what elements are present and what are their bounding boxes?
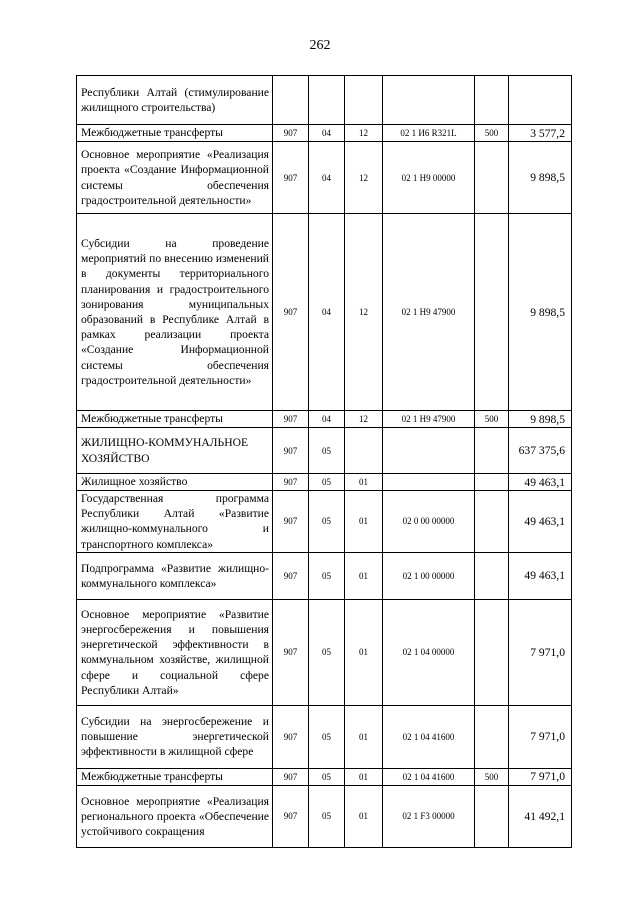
row-gr: 907 xyxy=(273,705,309,768)
row-cs: 02 1 00 00000 xyxy=(383,552,475,599)
row-cs: 02 1 Н9 00000 xyxy=(383,142,475,214)
row-pr: 01 xyxy=(345,474,383,491)
row-pr: 01 xyxy=(345,552,383,599)
table-row xyxy=(77,785,572,847)
table-row xyxy=(77,768,572,785)
row-gr: 907 xyxy=(273,474,309,491)
row-cs: 02 1 04 41600 xyxy=(383,705,475,768)
table-row xyxy=(77,411,572,428)
row-sum: 9 898,5 xyxy=(509,411,572,428)
row-vr: 500 xyxy=(475,125,509,142)
row-pr xyxy=(345,76,383,125)
row-rz: 05 xyxy=(309,491,345,553)
table-row xyxy=(77,705,572,768)
row-cs: 02 1 04 41600 xyxy=(383,768,475,785)
row-gr: 907 xyxy=(273,768,309,785)
row-gr: 907 xyxy=(273,428,309,474)
row-vr xyxy=(475,705,509,768)
row-sum: 49 463,1 xyxy=(509,552,572,599)
row-vr xyxy=(475,599,509,705)
row-vr xyxy=(475,785,509,847)
row-cs xyxy=(383,428,475,474)
table-row xyxy=(77,125,572,142)
row-pr: 01 xyxy=(345,785,383,847)
row-pr: 01 xyxy=(345,705,383,768)
row-name: Основное мероприятие «Развитие энергосбережения и повышения энергетической эффективности в коммунальном хозяйстве, жилищной сфере и социальной сфере Республики Алтай» xyxy=(77,599,273,705)
row-sum: 3 577,2 xyxy=(509,125,572,142)
row-gr: 907 xyxy=(273,491,309,553)
row-gr: 907 xyxy=(273,785,309,847)
row-rz: 05 xyxy=(309,768,345,785)
row-sum: 7 971,0 xyxy=(509,705,572,768)
row-sum: 49 463,1 xyxy=(509,491,572,553)
row-pr: 01 xyxy=(345,599,383,705)
row-name: Подпрограмма «Развитие жилищно-коммунального комплекса» xyxy=(77,552,273,599)
row-rz: 05 xyxy=(309,474,345,491)
row-pr: 12 xyxy=(345,411,383,428)
row-name: Основное мероприятие «Реализация регионального проекта «Обеспечение устойчивого сокращения xyxy=(77,785,273,847)
table-row xyxy=(77,142,572,214)
table-row xyxy=(77,214,572,411)
row-pr: 12 xyxy=(345,125,383,142)
row-gr: 907 xyxy=(273,411,309,428)
row-cs: 02 1 04 00000 xyxy=(383,599,475,705)
row-sum: 7 971,0 xyxy=(509,599,572,705)
row-rz: 05 xyxy=(309,785,345,847)
row-gr: 907 xyxy=(273,599,309,705)
row-cs: 02 1 F3 00000 xyxy=(383,785,475,847)
row-cs: 02 1 И6 R321L xyxy=(383,125,475,142)
row-pr: 12 xyxy=(345,214,383,411)
row-cs xyxy=(383,76,475,125)
row-rz: 05 xyxy=(309,599,345,705)
row-sum: 9 898,5 xyxy=(509,214,572,411)
table-row xyxy=(77,491,572,553)
row-sum xyxy=(509,76,572,125)
row-name: Межбюджетные трансферты xyxy=(77,125,273,142)
row-rz: 05 xyxy=(309,552,345,599)
row-rz: 05 xyxy=(309,705,345,768)
row-pr: 01 xyxy=(345,768,383,785)
row-vr xyxy=(475,214,509,411)
row-sum: 9 898,5 xyxy=(509,142,572,214)
row-vr: 500 xyxy=(475,411,509,428)
row-name: Межбюджетные трансферты xyxy=(77,768,273,785)
row-cs: 02 0 00 00000 xyxy=(383,491,475,553)
row-gr xyxy=(273,76,309,125)
row-sum: 637 375,6 xyxy=(509,428,572,474)
row-vr xyxy=(475,76,509,125)
row-sum: 41 492,1 xyxy=(509,785,572,847)
row-rz: 04 xyxy=(309,214,345,411)
row-name: Республики Алтай (стимулирование жилищного строительства) xyxy=(77,76,273,125)
row-pr: 01 xyxy=(345,491,383,553)
table-row xyxy=(77,428,572,474)
row-rz xyxy=(309,76,345,125)
row-name: Субсидии на проведение мероприятий по внесению изменений в документы территориального планирования и градостроительного зонирования муниципальных образований в Республике Алтай в рамках реализации проекта «Создание Информационной системы обеспечения градостроительной деятельности» xyxy=(77,214,273,411)
page-number: 262 xyxy=(309,38,331,53)
row-pr xyxy=(345,428,383,474)
table-row xyxy=(77,474,572,491)
row-vr: 500 xyxy=(475,768,509,785)
row-name: Субсидии на энергосбережение и повышение энергетической эффективности в жилищной сфере xyxy=(77,705,273,768)
row-vr xyxy=(475,142,509,214)
table-row xyxy=(77,552,572,599)
row-name: ЖИЛИЩНО-КОММУНАЛЬНОЕ ХОЗЯЙСТВО xyxy=(77,428,273,474)
row-vr xyxy=(475,552,509,599)
row-name: Основное мероприятие «Реализация проекта «Создание Информационной системы обеспечения градостроительной деятельности» xyxy=(77,142,273,214)
row-vr xyxy=(475,474,509,491)
row-cs: 02 1 Н9 47900 xyxy=(383,411,475,428)
row-gr: 907 xyxy=(273,214,309,411)
row-gr: 907 xyxy=(273,142,309,214)
row-gr: 907 xyxy=(273,552,309,599)
table-row xyxy=(77,76,572,125)
row-cs: 02 1 Н9 47900 xyxy=(383,214,475,411)
row-gr: 907 xyxy=(273,125,309,142)
row-vr xyxy=(475,428,509,474)
row-pr: 12 xyxy=(345,142,383,214)
row-rz: 05 xyxy=(309,428,345,474)
row-rz: 04 xyxy=(309,411,345,428)
row-rz: 04 xyxy=(309,125,345,142)
row-sum: 49 463,1 xyxy=(509,474,572,491)
table-row xyxy=(77,599,572,705)
row-name: Межбюджетные трансферты xyxy=(77,411,273,428)
row-name: Жилищное хозяйство xyxy=(77,474,273,491)
row-name: Государственная программа Республики Алтай «Развитие жилищно-коммунального и транспортного комплекса» xyxy=(77,491,273,553)
row-sum: 7 971,0 xyxy=(509,768,572,785)
row-cs xyxy=(383,474,475,491)
row-vr xyxy=(475,491,509,553)
budget-table xyxy=(76,75,572,848)
row-rz: 04 xyxy=(309,142,345,214)
